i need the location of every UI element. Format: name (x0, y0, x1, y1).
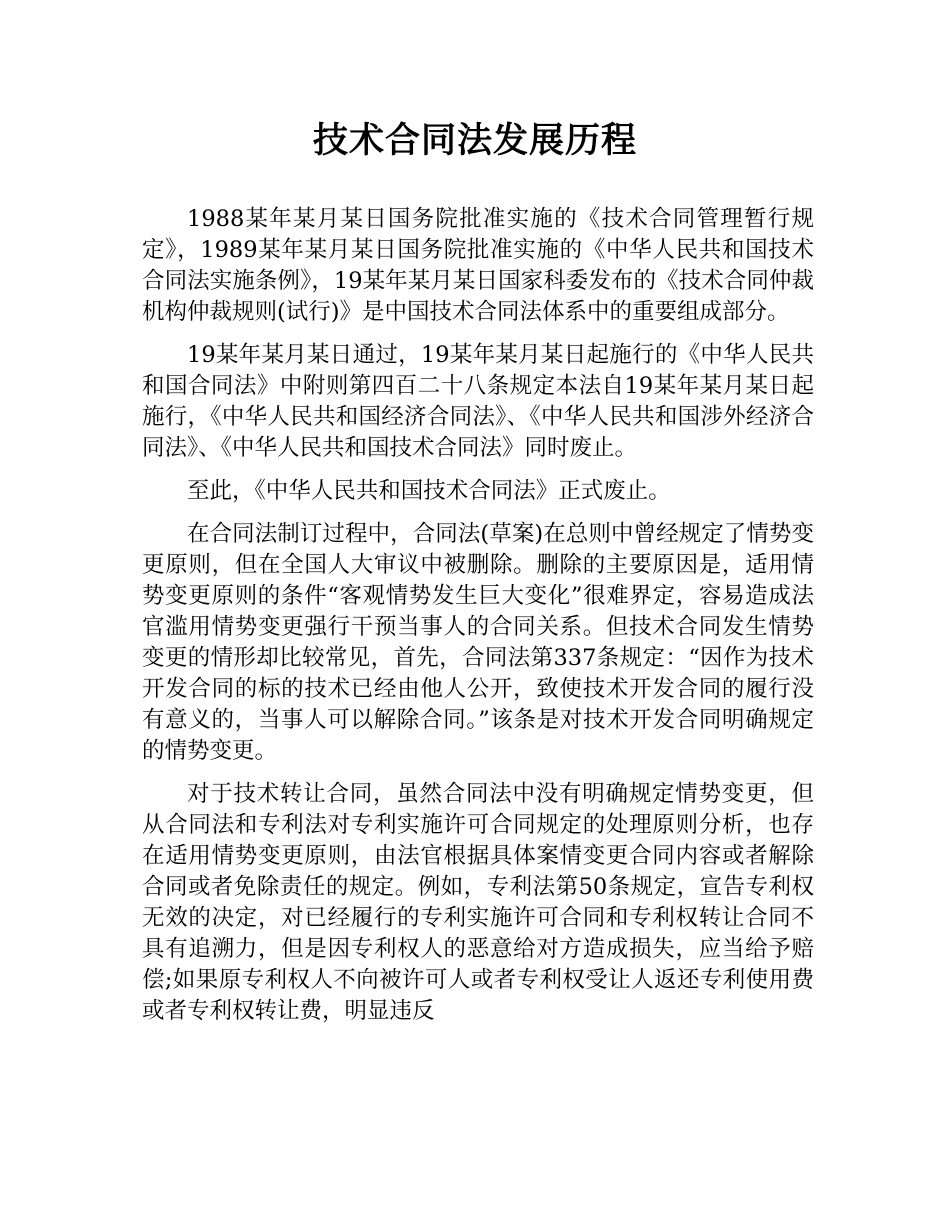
paragraph-technology-transfer: 对于技术转让合同，虽然合同法中没有明确规定情势变更，但从合同法和专利法对专利实施许可合同规定的处理原则分析，也存在适用情势变更原则，由法官根据具体案情变更合同内容或者解除合同或者免除责任的规定。例如，专利法第50条规定，宣告专利权无效的决定，对已经履行的专利实施许可合同和专利权转让合同不具有追溯力，但是因专利权人的恶意给对方造成损失，应当给予赔偿;如果原专利权人不向被许可人或者专利权受让人返还专利使用费或者专利权转让费，明显违反 (142, 781, 814, 1024)
paragraph-abolition: 至此，《中华人民共和国技术合同法》正式废止。 (187, 478, 671, 504)
paragraph-contract-law-enactment: 19某年某月某日通过，19某年某月某日起施行的《中华人民共和国合同法》中附则第四百二十八条规定本法自19某年某月某日起施行，《中华人民共和国经济合同法》、《中华人民共和国涉外经济合同法》、《中华人民共和国技术合同法》同时废止。 (142, 342, 814, 461)
paragraph-change-of-circumstances: 在合同法制订过程中，合同法(草案)在总则中曾经规定了情势变更原则，但在全国人大审议中被删除。删除的主要原因是，适用情势变更原则的条件“客观情势发生巨大变化”很难界定，容易造成法官滥用情势变更强行干预当事人的合同关系。但技术合同发生情势变更的情形却比较常见，首先，合同法第337条规定：“因作为技术开发合同的标的技术已经由他人公开，致使技术开发合同的履行没有意义的，当事人可以解除合同。”该条是对技术开发合同明确规定的情势变更。 (142, 521, 814, 764)
document-body (142, 204, 814, 1039)
document-title: 技术合同法发展历程 (312, 121, 637, 161)
paragraph-regulations: 1988某年某月某日国务院批准实施的《技术合同管理暂行规定》，1989某年某月某日国务院批准实施的《中华人民共和国技术合同法实施条例》，19某年某月某日国家科委发布的《技术合同仲裁机构仲裁规则(试行)》是中国技术合同法体系中的重要组成部分。 (142, 206, 814, 325)
